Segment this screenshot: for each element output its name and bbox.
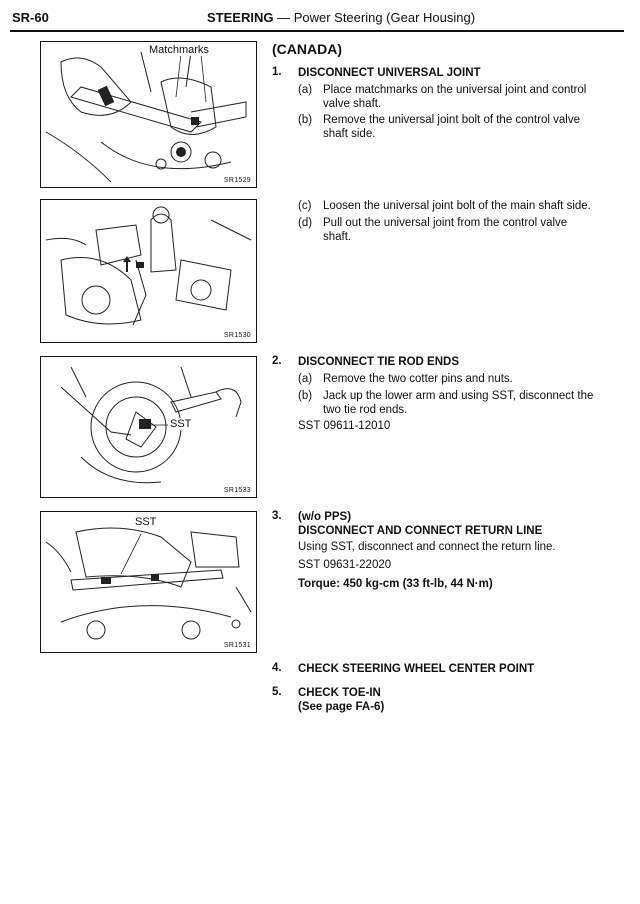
substep-label: (c) bbox=[298, 200, 312, 212]
figure-label-sst: SST bbox=[170, 418, 192, 430]
figure-code: SR1530 bbox=[223, 332, 251, 339]
substep-label: (d) bbox=[298, 217, 313, 229]
step-title-line2: (See page FA-6) bbox=[298, 701, 385, 713]
page-code: SR-60 bbox=[12, 10, 49, 25]
section-title-rest: — Power Steering (Gear Housing) bbox=[273, 10, 476, 25]
step-title: DISCONNECT TIE ROD ENDS bbox=[298, 356, 460, 368]
figure-code: SR1531 bbox=[223, 642, 251, 649]
step-number: 5. bbox=[272, 686, 282, 698]
figure-return-line bbox=[40, 511, 257, 653]
step-3-body: Using SST, disconnect and connect the return line. bbox=[298, 541, 556, 553]
step-number: 3. bbox=[272, 510, 282, 522]
figure-label-matchmarks: Matchmarks bbox=[149, 44, 209, 56]
figure-universal-joint-illustration bbox=[41, 200, 256, 342]
figure-tie-rod-ends-illustration bbox=[41, 357, 256, 497]
step-title-line1: (w/o PPS) bbox=[298, 511, 352, 523]
step-3-torque: Torque: 450 kg-cm (33 ft-lb, 44 N·m) bbox=[298, 578, 493, 590]
step-number: 1. bbox=[272, 66, 282, 78]
step-number: 4. bbox=[272, 662, 282, 674]
substep-label: (b) bbox=[298, 390, 313, 402]
section-title-bold: STEERING bbox=[207, 10, 274, 25]
substep-text: Pull out the universal joint from the control valve shaft. bbox=[323, 217, 568, 243]
step-title-line1: CHECK TOE-IN bbox=[298, 687, 381, 699]
substep-label: (a) bbox=[298, 84, 313, 96]
step-3-sst: SST 09631-22020 bbox=[298, 559, 392, 571]
figure-label-sst: SST bbox=[135, 516, 157, 528]
substep-text: Loosen the universal joint bolt of the main shaft side. bbox=[323, 200, 591, 212]
figure-universal-joint bbox=[40, 199, 257, 343]
figure-return-line-illustration bbox=[41, 512, 256, 652]
figure-matchmarks bbox=[40, 41, 257, 188]
figure-code: SR1533 bbox=[223, 487, 251, 494]
substep-text: Place matchmarks on the universal joint and control valve shaft. bbox=[323, 84, 587, 110]
substep-label: (b) bbox=[298, 114, 313, 126]
figure-matchmarks-illustration bbox=[41, 42, 256, 187]
step-title-line2: DISCONNECT AND CONNECT RETURN LINE bbox=[298, 525, 543, 537]
substep-label: (a) bbox=[298, 373, 313, 385]
region-heading: (CANADA) bbox=[272, 41, 342, 57]
step-number: 2. bbox=[272, 355, 282, 367]
step-title: DISCONNECT UNIVERSAL JOINT bbox=[298, 67, 481, 79]
figure-tie-rod-ends bbox=[40, 356, 257, 498]
section-title bbox=[207, 10, 475, 25]
substep-text: Jack up the lower arm and using SST, disconnect the two tie rod ends. bbox=[323, 390, 594, 416]
figure-code: SR1529 bbox=[223, 177, 251, 184]
substep-text: Remove the two cotter pins and nuts. bbox=[323, 373, 513, 385]
step-2-sst: SST 09611-12010 bbox=[298, 420, 391, 432]
step-title: CHECK STEERING WHEEL CENTER POINT bbox=[298, 663, 535, 675]
page-header bbox=[10, 8, 624, 32]
substep-text: Remove the universal joint bolt of the control valve shaft side. bbox=[323, 114, 580, 140]
